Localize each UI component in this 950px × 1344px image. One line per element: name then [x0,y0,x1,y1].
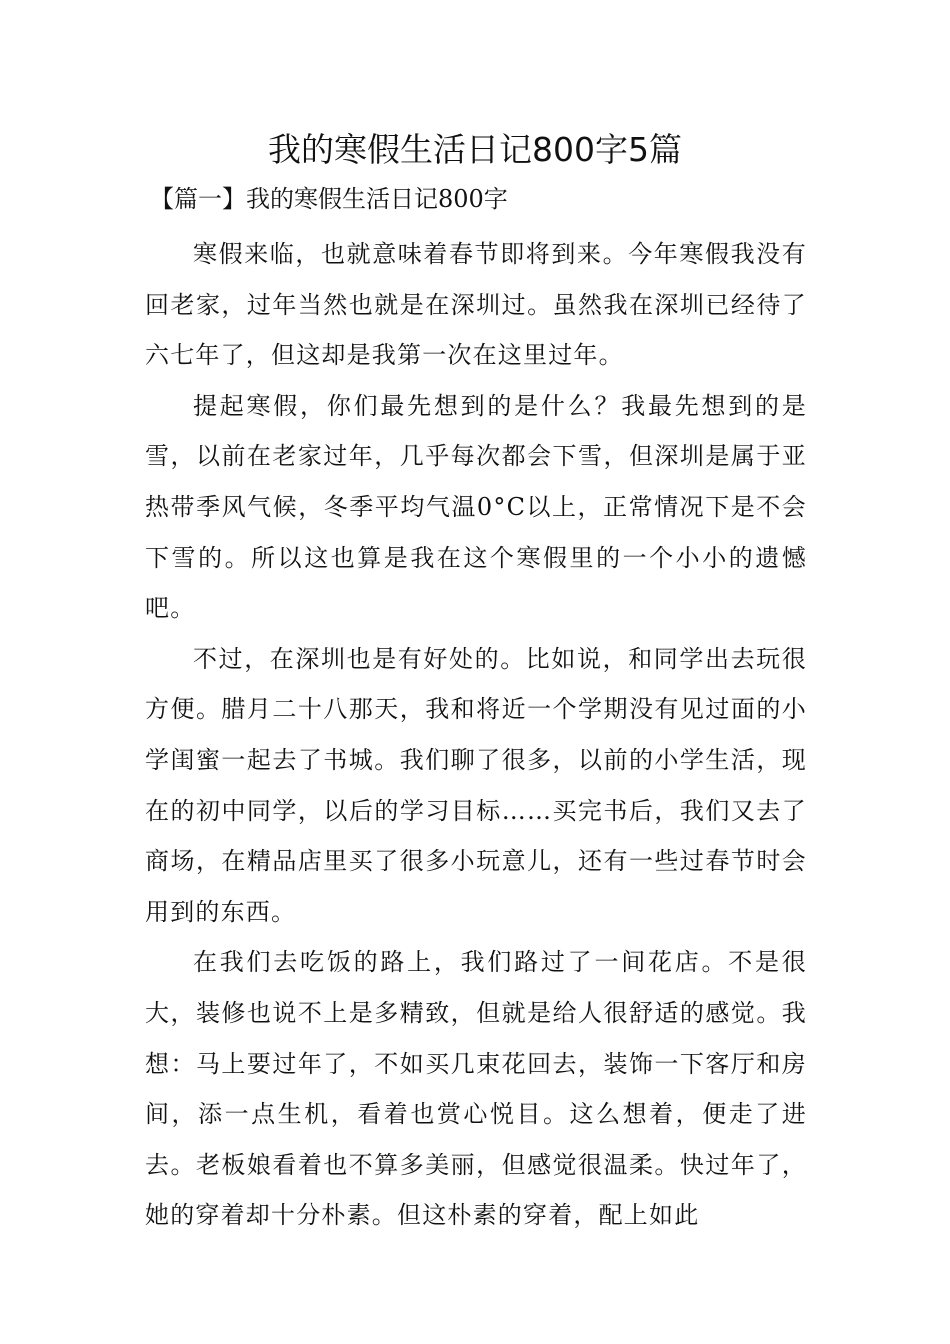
document-title: 我的寒假生活日记800字5篇 [268,130,682,169]
paragraph: 提起寒假，你们最先想到的是什么？我最先想到的是雪，以前在老家过年，几乎每次都会下雪，但深圳是属于亚热带季风气候，冬季平均气温0°C以上，正常情况下是不会下雪的。所以这也算是我在这个寒假里的一个小小的遗憾吧。 [145,391,807,623]
paragraph: 不过，在深圳也是有好处的。比如说，和同学出去玩很方便。腊月二十八那天，我和将近一个学期没有见过面的小学闺蜜一起去了书城。我们聊了很多，以前的小学生活，现在的初中同学，以后的学习目标……买完书后，我们又去了商场，在精品店里买了很多小玩意儿，还有一些过春节时会用到的东西。 [145,644,807,926]
paragraph: 在我们去吃饭的路上，我们路过了一间花店。不是很大，装修也说不上是多精致，但就是给人很舒适的感觉。我想：马上要过年了，不如买几束花回去，装饰一下客厅和房间，添一点生机，看着也赏心悦目。这么想着，便走了进去。老板娘看着也不算多美丽，但感觉很温柔。快过年了，她的穿着却十分朴素。但这朴素的穿着，配上如此 [145,948,807,1230]
paragraph: 寒假来临，也就意味着春节即将到来。今年寒假我没有回老家，过年当然也就是在深圳过。虽然我在深圳已经待了六七年了，但这却是我第一次在这里过年。 [145,240,807,370]
document-body [145,229,807,1241]
section-heading: 【篇一】我的寒假生活日记800字 [150,185,508,213]
